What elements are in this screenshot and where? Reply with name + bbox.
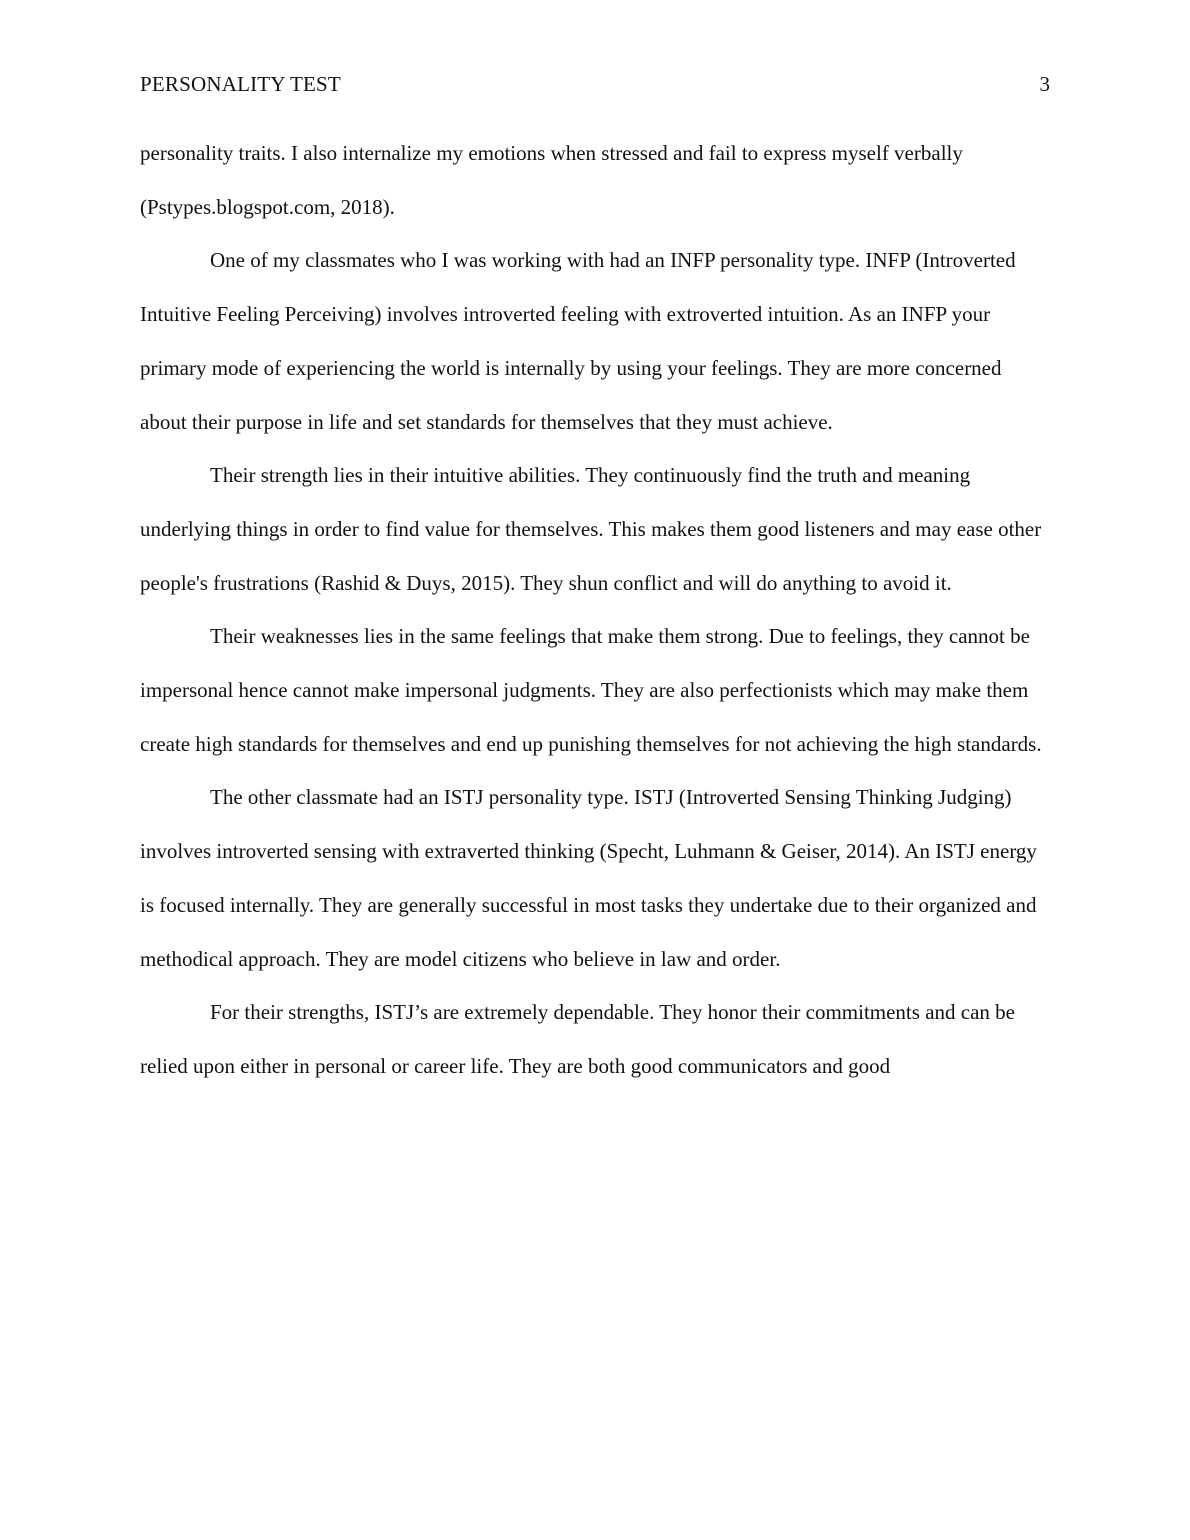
- page-number: 3: [1039, 72, 1050, 96]
- paragraph-istj-intro: The other classmate had an ISTJ personality type. ISTJ (Introverted Sensing Thinking Judging) involves introverted sensing with extraverted thinking (Specht, Luhmann & Geiser, 2014). An ISTJ energy is focused internally. They are generally successful in most tasks they undertake due to their organized and methodical approach. They are model citizens who believe in law and order.: [140, 785, 1037, 971]
- paragraph-infp-intro: One of my classmates who I was working with had an INFP personality type. INFP (Introverted Intuitive Feeling Perceiving) involves introverted feeling with extroverted intuition. As an INFP your primary mode of experiencing the world is internally by using your feelings. They are more concerned about their purpose in life and set standards for themselves that they must achieve.: [140, 248, 1016, 434]
- paragraph-infp-weaknesses: Their weaknesses lies in the same feelings that make them strong. Due to feelings, they cannot be impersonal hence cannot make impersonal judgments. They are also perfectionists which may make them create high standards for themselves and end up punishing themselves for not achieving the high standards.: [140, 624, 1042, 756]
- running-head: PERSONALITY TEST: [140, 72, 341, 96]
- body-text: [140, 127, 1050, 1094]
- paragraph-istj-strengths: For their strengths, ISTJ’s are extremely dependable. They honor their commitments and can be relied upon either in personal or career life. They are both good communicators and good: [140, 1000, 1015, 1078]
- paragraph-continuation: personality traits. I also internalize my emotions when stressed and fail to express myself verbally (Pstypes.blogspot.com, 2018).: [140, 141, 963, 219]
- paragraph-infp-strengths: Their strength lies in their intuitive abilities. They continuously find the truth and meaning underlying things in order to find value for themselves. This makes them good listeners and may ease other people's frustrations (Rashid & Duys, 2015). They shun conflict and will do anything to avoid it.: [140, 463, 1042, 595]
